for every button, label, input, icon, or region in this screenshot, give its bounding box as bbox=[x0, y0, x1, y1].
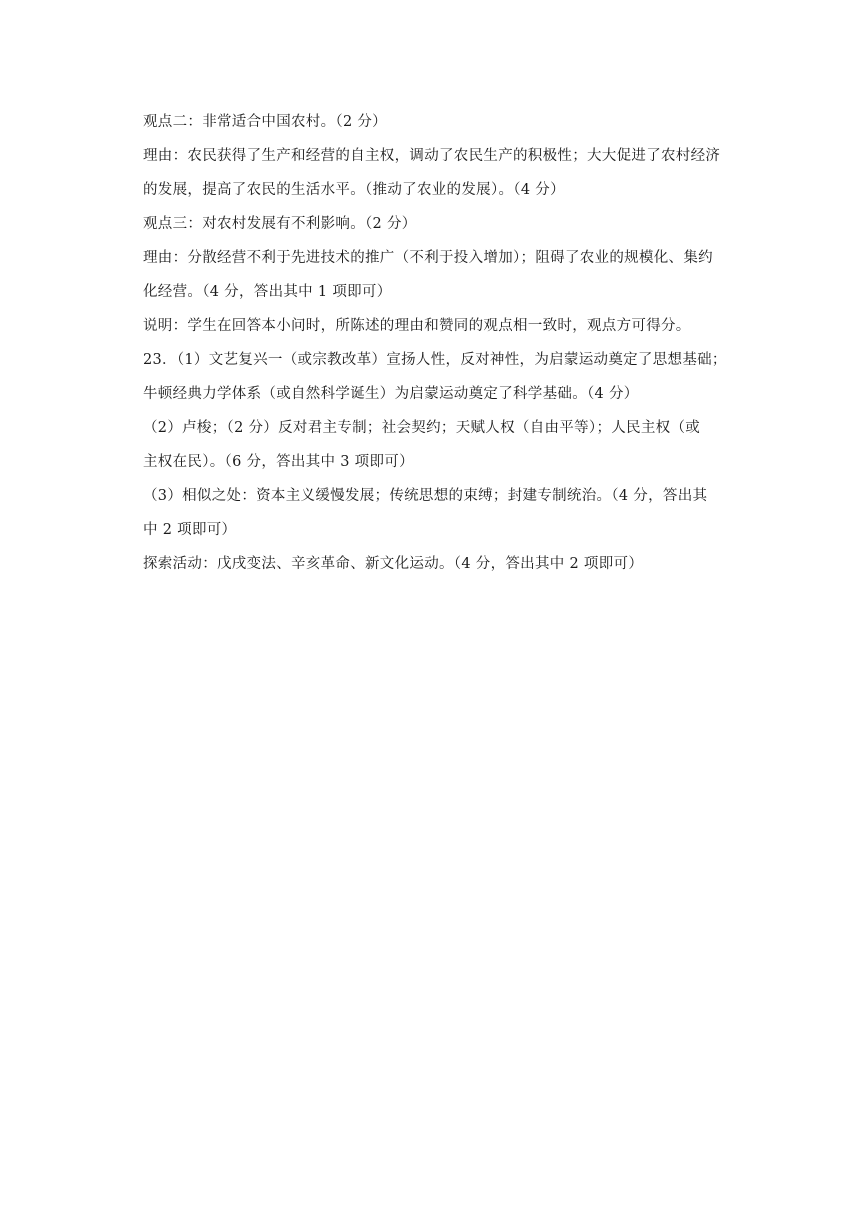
text-line-reason-two: 理由：分散经营不利于先进技术的推广（不利于投入增加）；阻碍了农业的规模化、集约 bbox=[143, 250, 713, 266]
text-line-q23-part3: （3）相似之处：资本主义缓慢发展；传统思想的束缚；封建专制统治。（4 分，答出其 bbox=[143, 488, 708, 504]
text-line-q23-part2-cont: 主权在民）。（6 分，答出其中 3 项即可） bbox=[143, 454, 414, 470]
text-line-exploration: 探索活动：戊戌变法、辛亥革命、新文化运动。（4 分，答出其中 2 项即可） bbox=[143, 556, 644, 572]
text-line-q23-part1-cont: 牛顿经典力学体系（或自然科学诞生）为启蒙运动奠定了科学基础。（4 分） bbox=[143, 386, 639, 402]
text-line-q23-part1: 23．（1）文艺复兴一（或宗教改革）宣扬人性，反对神性，为启蒙运动奠定了思想基础； bbox=[143, 352, 727, 368]
text-line-reason-two-cont: 化经营。（4 分，答出其中 1 项即可） bbox=[143, 284, 392, 300]
text-line-q23-part2: （2）卢梭；（2 分）反对君主专制；社会契约；天赋人权（自由平等）；人民主权（或 bbox=[143, 420, 701, 436]
answer-text-block bbox=[143, 108, 743, 584]
text-line-viewpoint-two: 观点二：非常适合中国农村。（2 分） bbox=[143, 114, 387, 130]
text-line-q23-part3-cont: 中 2 项即可） bbox=[143, 522, 237, 538]
text-line-reason-one-cont: 的发展，提高了农民的生活水平。（推动了农业的发展）。（4 分） bbox=[143, 182, 565, 198]
text-line-viewpoint-three: 观点三：对农村发展有不利影响。（2 分） bbox=[143, 216, 417, 232]
text-line-reason-one: 理由：农民获得了生产和经营的自主权，调动了农民生产的积极性；大大促进了农村经济 bbox=[143, 148, 721, 164]
text-line-note: 说明：学生在回答本小问时，所陈述的理由和赞同的观点相一致时，观点方可得分。 bbox=[143, 318, 691, 334]
